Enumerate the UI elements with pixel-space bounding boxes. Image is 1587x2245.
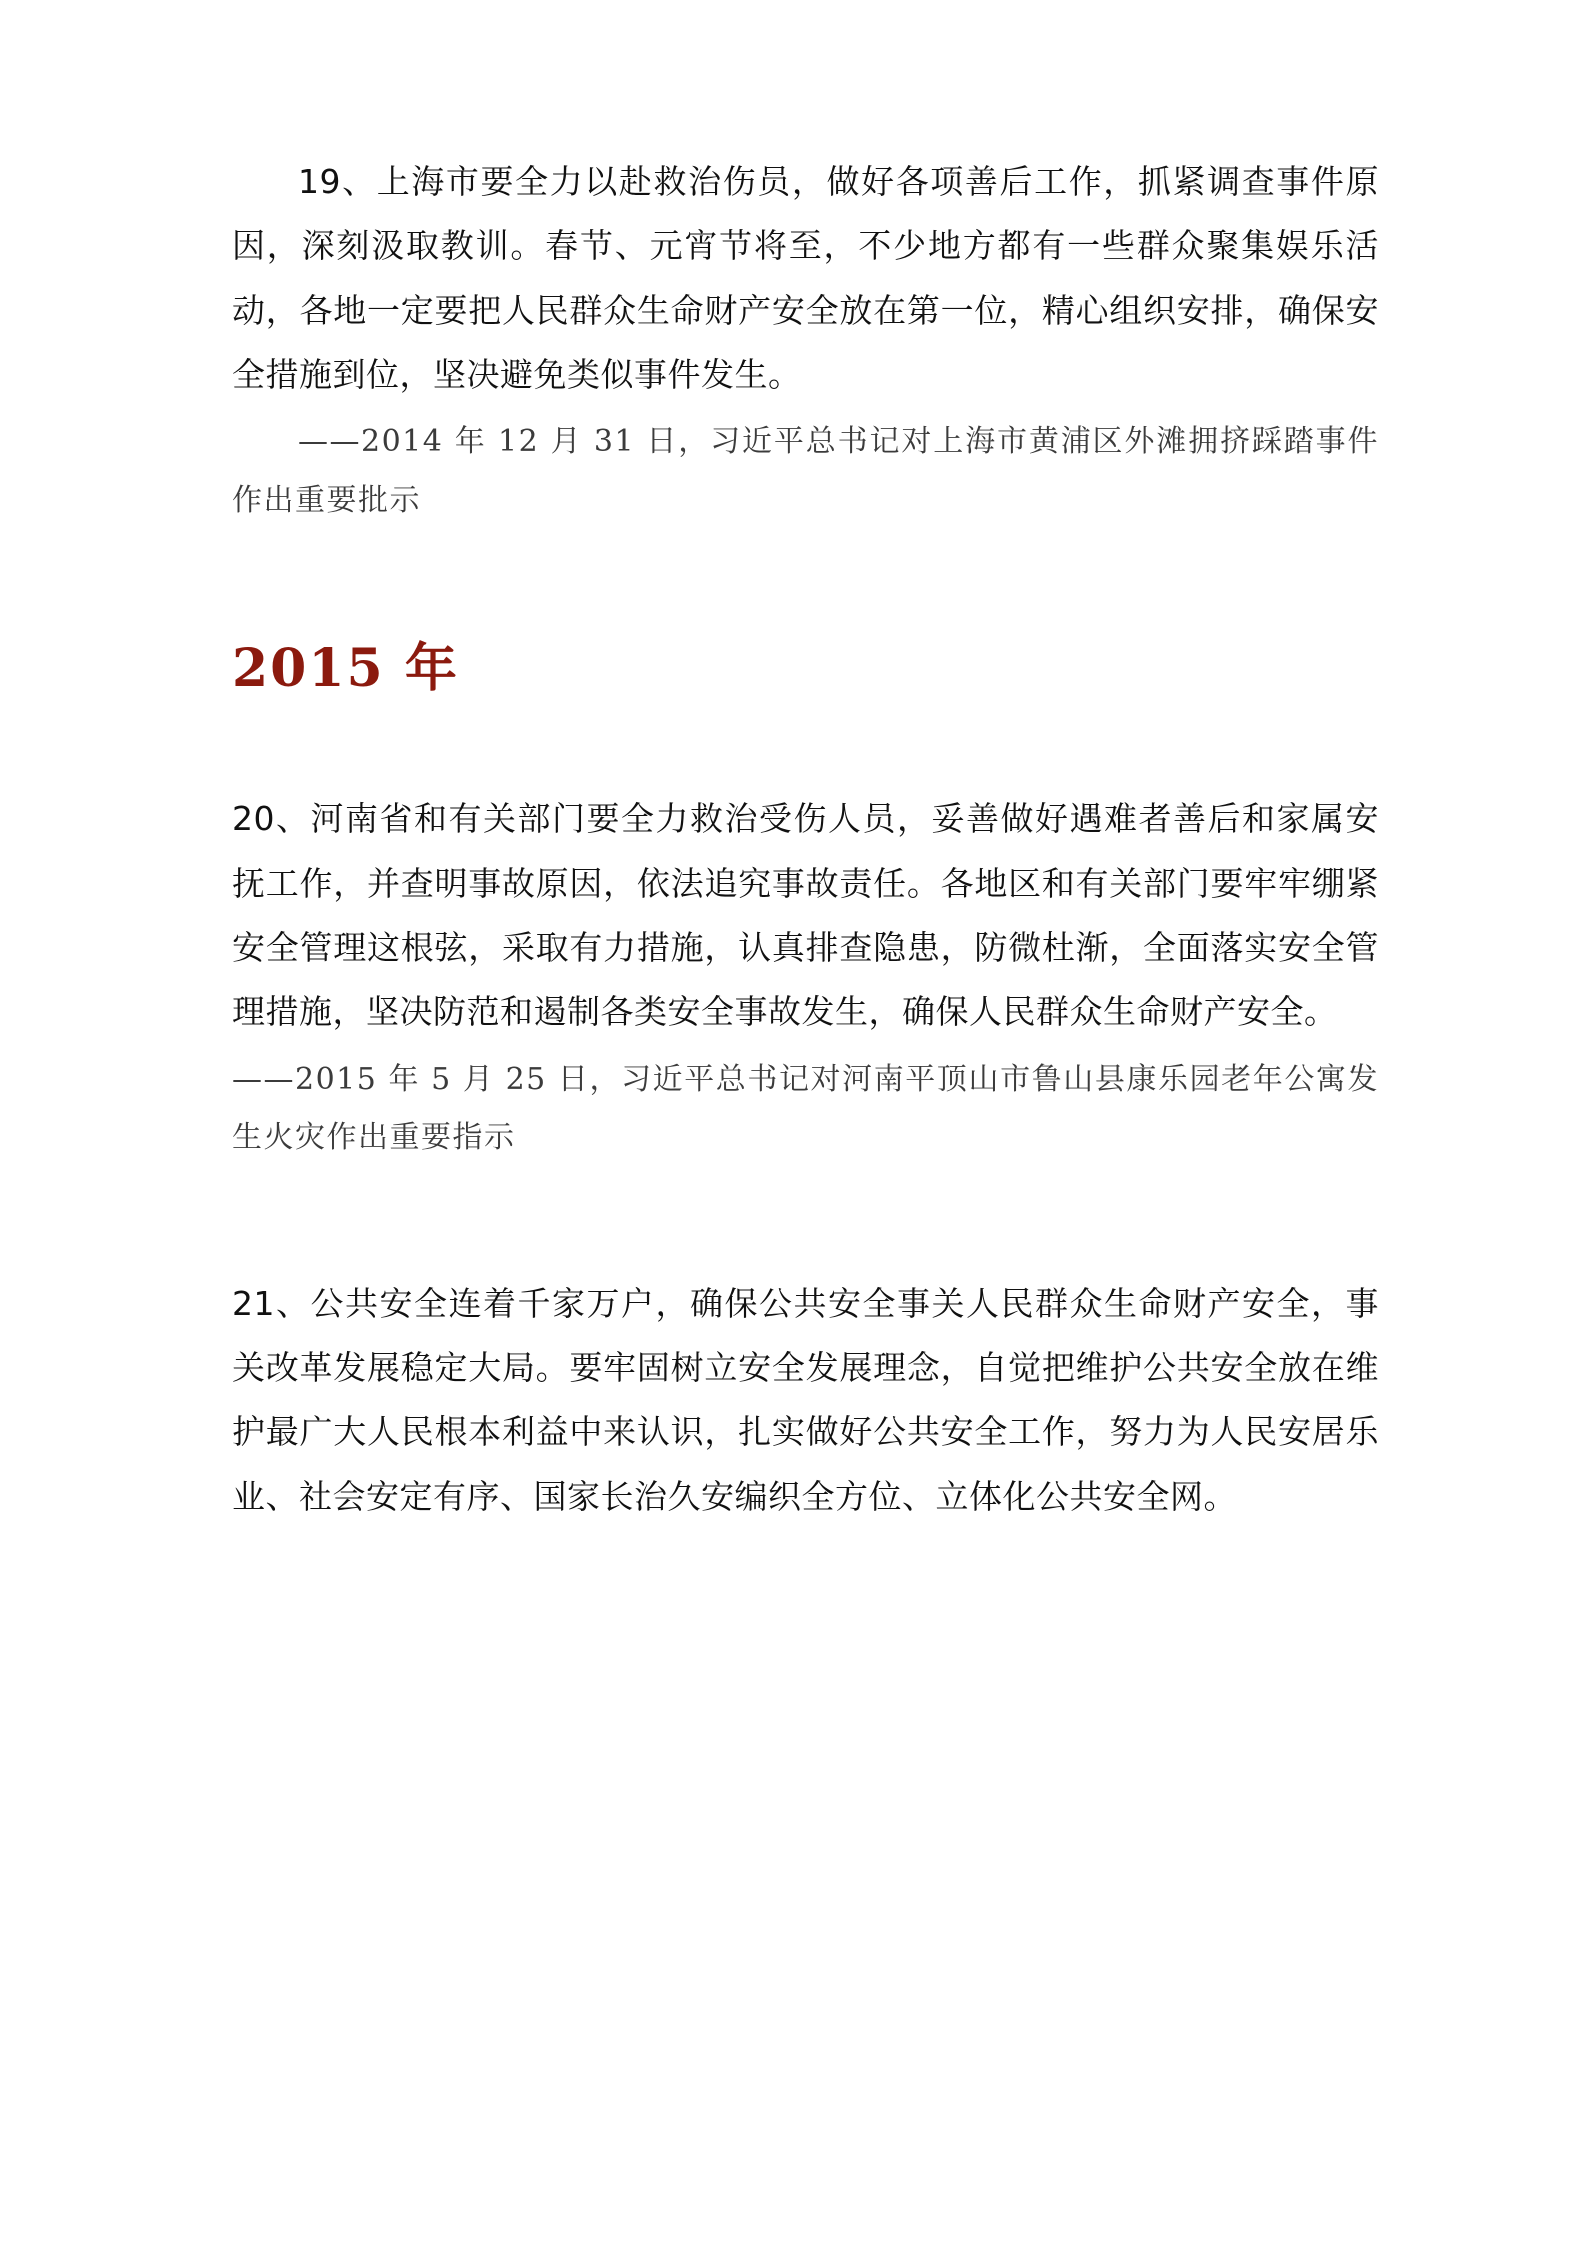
source-entry-19: ——2014 年 12 月 31 日，习近平总书记对上海市黄浦区外滩拥挤踩踏事件作出重要批示 [232, 424, 1379, 518]
paragraph-entry-20: 20、河南省和有关部门要全力救治受伤人员，妥善做好遇难者善后和家属安抚工作，并查明事故原因，依法追究事故责任。各地区和有关部门要牢牢绷紧安全管理这根弦，采取有力措施，认真排查隐患，防微杜渐，全面落实安全管理措施，坚决防范和遏制各类安全事故发生，确保人民群众生命财产安全。 [232, 799, 1379, 1032]
year-heading-2015: 2015 年 [232, 638, 459, 700]
paragraph-entry-21: 21、公共安全连着千家万户，确保公共安全事关人民群众生命财产安全，事关改革发展稳定大局。要牢固树立安全发展理念，自觉把维护公共安全放在维护最广大人民根本利益中来认识，扎实做好公共安全工作，努力为人民安居乐业、社会安定有序、国家长治久安编织全方位、立体化公共安全网。 [232, 1283, 1379, 1516]
section-spacer [232, 1168, 1379, 1272]
paragraph-entry-19: 19、上海市要全力以赴救治伤员，做好各项善后工作，抓紧调查事件原因，深刻汲取教训。春节、元宵节将至，不少地方都有一些群众聚集娱乐活动，各地一定要把人民群众生命财产安全放在第一位，精心组织安排，确保安全措施到位，坚决避免类似事件发生。 [232, 162, 1379, 395]
source-entry-20: ——2015 年 5 月 25 日，习近平总书记对河南平顶山市鲁山县康乐园老年公寓发生火灾作出重要指示 [232, 1061, 1379, 1156]
